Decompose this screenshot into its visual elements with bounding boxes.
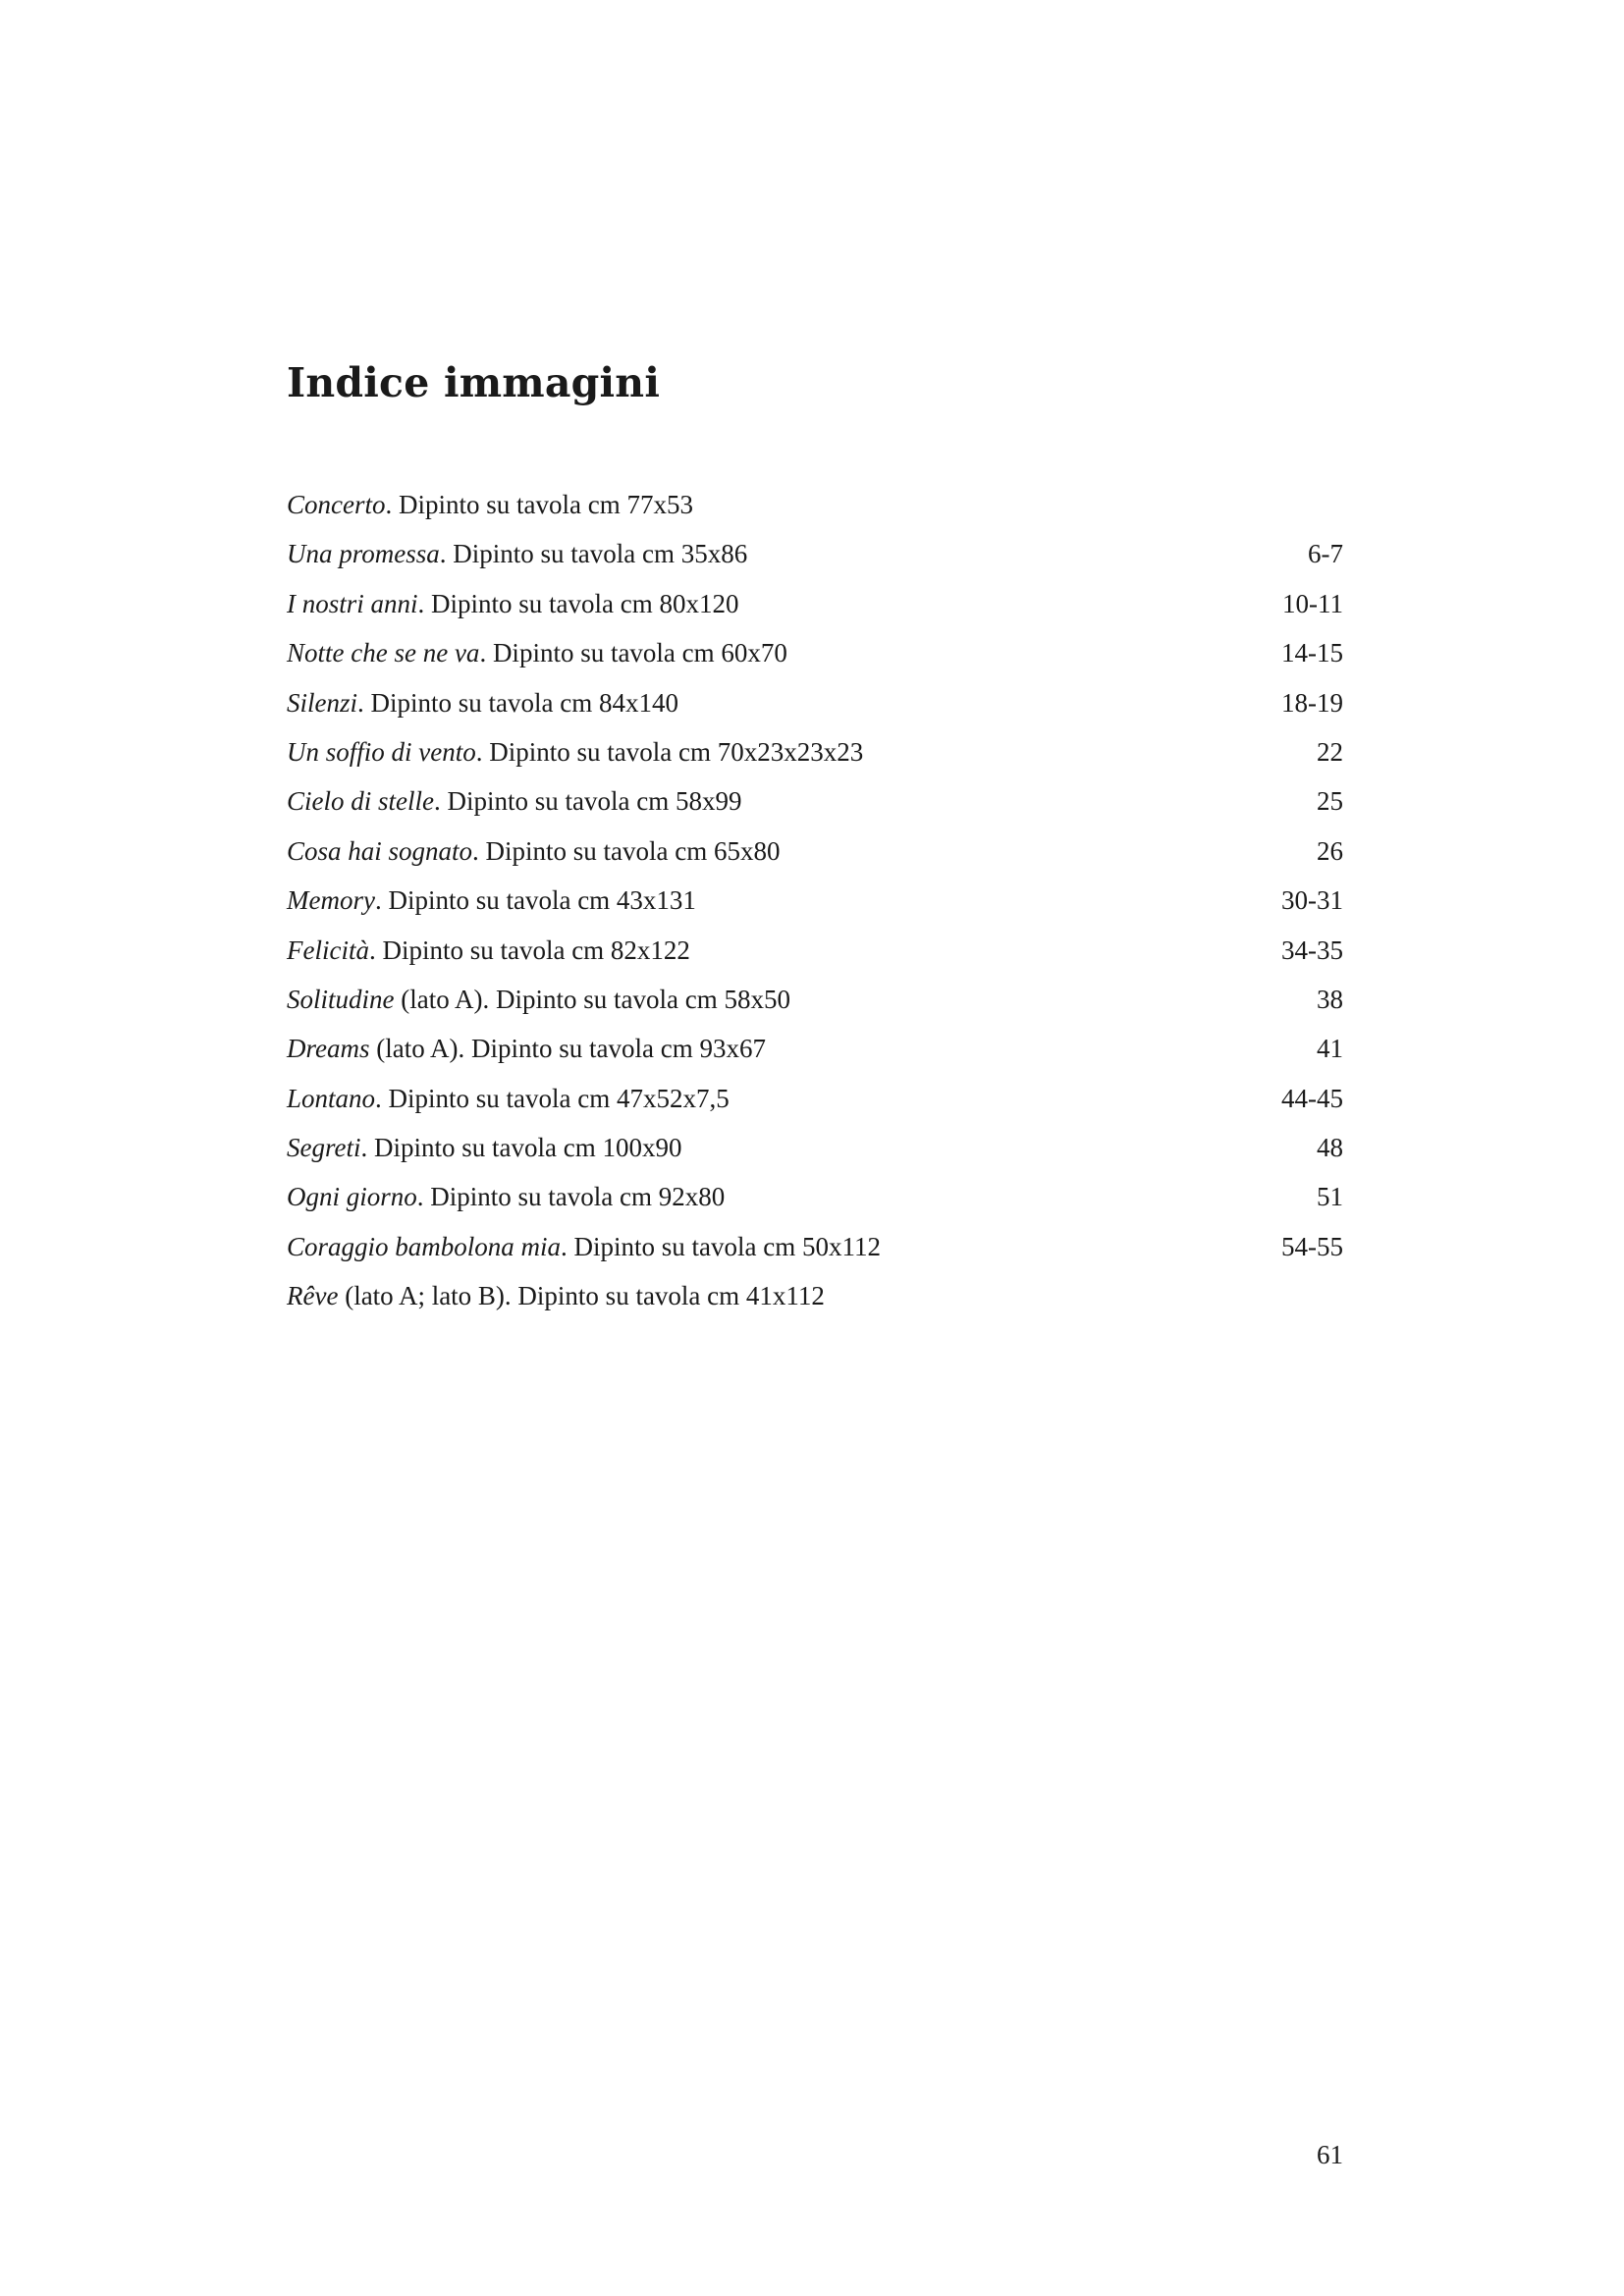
page-reference: 54-55	[1281, 1231, 1343, 1261]
page-reference: 30-31	[1281, 885, 1343, 916]
list-item	[287, 480, 1343, 529]
list-item	[287, 579, 1343, 628]
artwork-description: . Dipinto su tavola cm 80x120	[417, 588, 739, 618]
artwork-title: Segreti	[287, 1133, 361, 1163]
page-number: 61	[1317, 2140, 1343, 2169]
list-item	[287, 776, 1343, 826]
artwork-description: (lato A). Dipinto su tavola cm 93x67	[369, 1034, 766, 1064]
list-item	[287, 727, 1343, 776]
artwork-description: . Dipinto su tavola cm 92x80	[416, 1182, 726, 1212]
artwork-title: Un soffio di vento	[287, 736, 476, 767]
artwork-title: Silenzi	[287, 687, 357, 718]
page-reference: 25	[1317, 786, 1343, 817]
page-reference: 18-19	[1281, 687, 1343, 718]
page-reference: 10-11	[1282, 588, 1343, 618]
image-index-list	[287, 480, 1343, 1321]
artwork-title: Notte che se ne va	[287, 638, 480, 668]
page-reference: 51	[1317, 1182, 1343, 1212]
artwork-description: . Dipinto su tavola cm 50x112	[561, 1231, 881, 1261]
list-item	[287, 529, 1343, 578]
artwork-description: . Dipinto su tavola cm 47x52x7,5	[375, 1083, 730, 1113]
artwork-title: Solitudine	[287, 984, 395, 1014]
list-item	[287, 628, 1343, 677]
page-reference: 14-15	[1281, 638, 1343, 668]
artwork-title: Felicità	[287, 934, 369, 965]
artwork-description: . Dipinto su tavola cm 70x23x23x23	[475, 736, 864, 767]
list-item	[287, 975, 1343, 1024]
artwork-description: (lato A). Dipinto su tavola cm 58x50	[394, 984, 790, 1014]
list-item	[287, 678, 1343, 727]
artwork-title: Rêve	[287, 1281, 339, 1311]
artwork-title: Concerto	[287, 490, 386, 519]
artwork-description: . Dipinto su tavola cm 82x122	[368, 934, 690, 965]
artwork-title: Memory	[287, 885, 375, 916]
artwork-description: . Dipinto su tavola cm 35x86	[439, 539, 748, 569]
list-item	[287, 1123, 1343, 1172]
page-reference: 48	[1317, 1133, 1343, 1163]
list-item	[287, 926, 1343, 975]
artwork-title: Una promessa	[287, 539, 440, 569]
list-item	[287, 876, 1343, 925]
artwork-description: . Dipinto su tavola cm 77x53	[385, 490, 693, 519]
page-reference: 44-45	[1281, 1083, 1343, 1113]
artwork-title: Dreams	[287, 1034, 370, 1064]
artwork-description: . Dipinto su tavola cm 43x131	[374, 885, 696, 916]
list-item	[287, 1172, 1343, 1221]
page-reference: 38	[1317, 984, 1343, 1014]
list-item	[287, 1024, 1343, 1073]
page-reference: 41	[1317, 1034, 1343, 1064]
page-reference: 22	[1317, 736, 1343, 767]
artwork-description: . Dipinto su tavola cm 84x140	[357, 687, 678, 718]
artwork-description: . Dipinto su tavola cm 65x80	[472, 835, 781, 866]
artwork-title: Ogni giorno	[287, 1182, 417, 1212]
list-item	[287, 1222, 1343, 1271]
artwork-title: Cielo di stelle	[287, 786, 434, 817]
artwork-title: I nostri anni	[287, 588, 418, 618]
page-title: Indice immagini	[287, 359, 661, 406]
page-reference: 34-35	[1281, 934, 1343, 965]
list-item	[287, 827, 1343, 876]
page-reference: 6-7	[1308, 539, 1343, 569]
list-item	[287, 1271, 1343, 1320]
artwork-title: Coraggio bambolona mia	[287, 1231, 562, 1261]
artwork-title: Lontano	[287, 1083, 376, 1113]
artwork-description: . Dipinto su tavola cm 58x99	[433, 786, 742, 817]
artwork-description: . Dipinto su tavola cm 100x90	[360, 1133, 682, 1163]
list-item	[287, 1074, 1343, 1123]
page-reference: 26	[1317, 835, 1343, 866]
artwork-title: Cosa hai sognato	[287, 835, 473, 866]
artwork-description: (lato A; lato B). Dipinto su tavola cm 41x112	[338, 1281, 825, 1311]
artwork-description: . Dipinto su tavola cm 60x70	[479, 638, 787, 668]
